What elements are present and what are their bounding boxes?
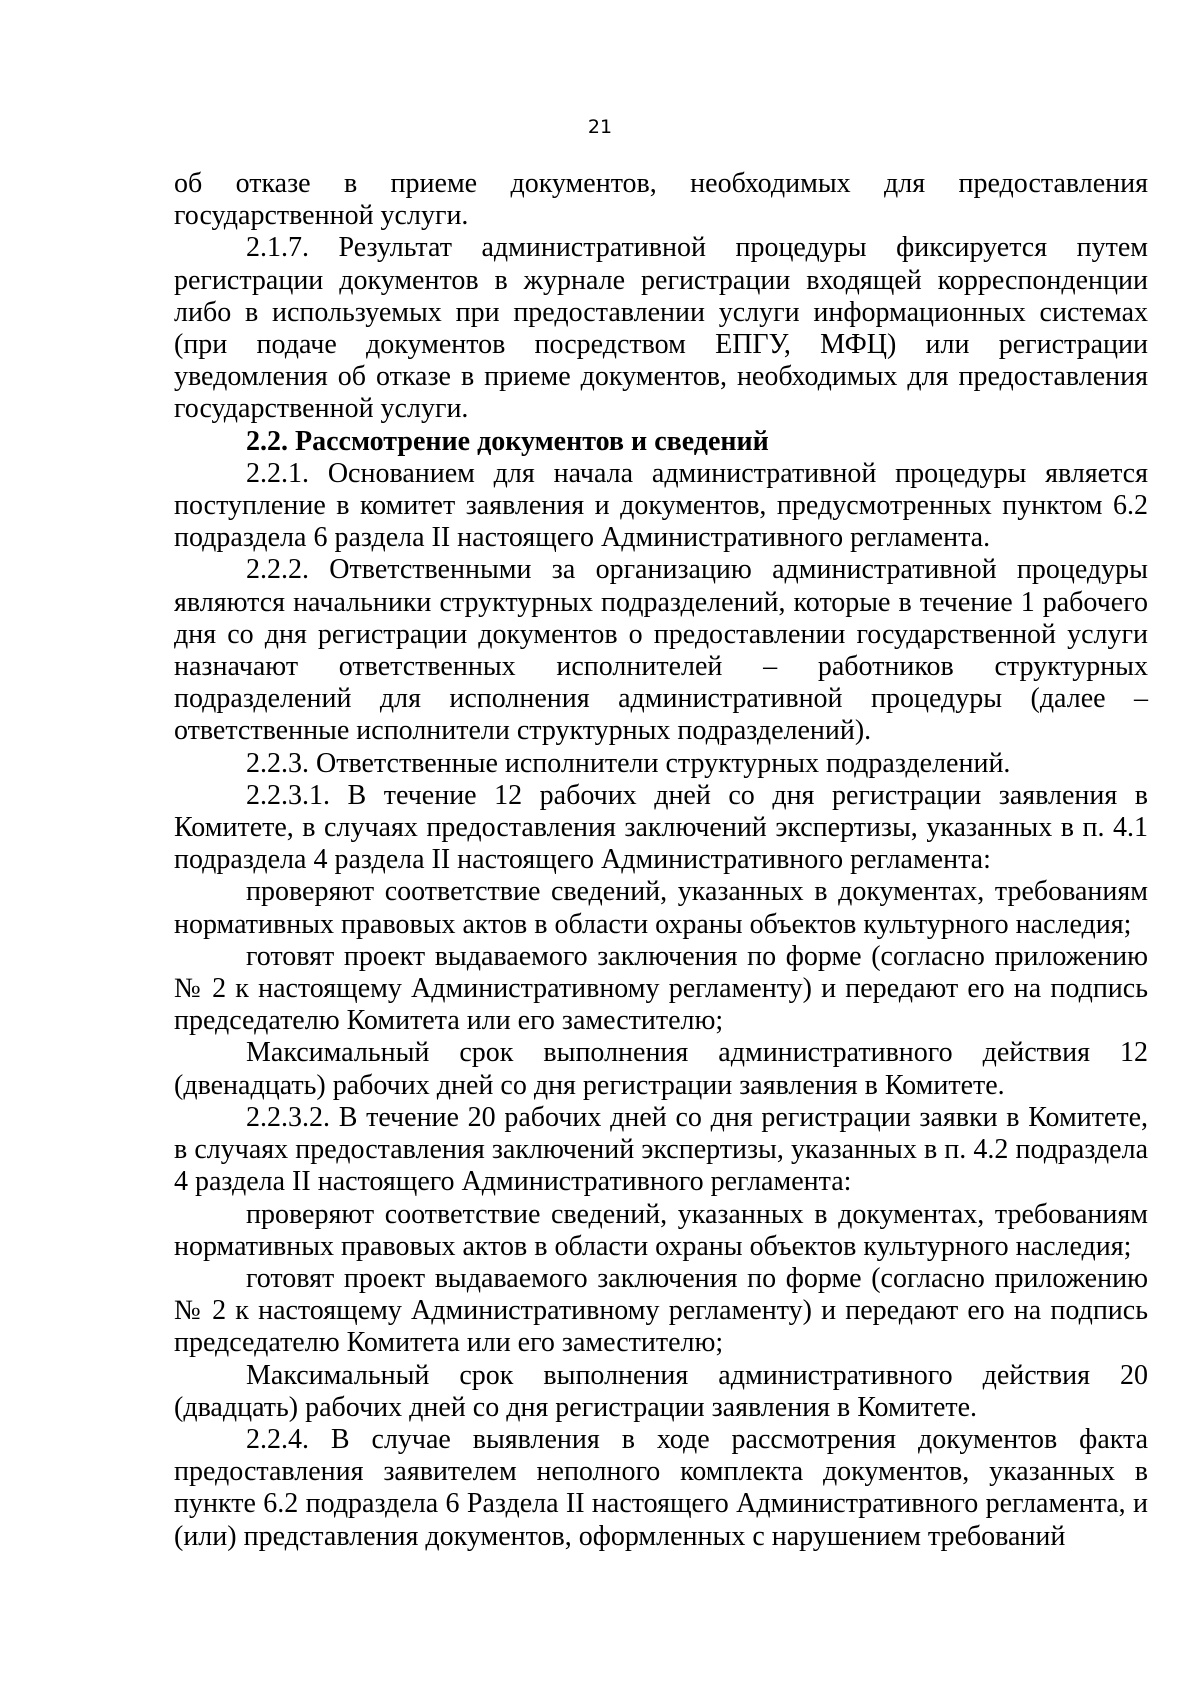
document-body	[174, 168, 1148, 1553]
paragraph-2-2-3-2: 2.2.3.2. В течение 20 рабочих дней со дня регистрации заявки в Комитете, в случаях предоставления заключений экспертизы, указанных в п. 4.2 подраздела 4 раздела II настоящего Административного регламента:	[174, 1101, 1148, 1198]
paragraph-2-1-7: 2.1.7. Результат административной процедуры фиксируется путем регистрации документов в журнале регистрации входящей корреспонденции либо в используемых при предоставлении услуги информационных системах (при подаче документов посредством ЕПГУ, МФЦ) или регистрации уведомления об отказе в приеме документов, необходимых для предоставления государственной услуги.	[174, 232, 1148, 425]
list-item-prepare-draft: готовят проект выдаваемого заключения по форме (согласно приложению № 2 к настоящему Административному регламенту) и передают его на подпись председателю Комитета или его заместителю;	[174, 940, 1148, 1037]
paragraph-2-2-3: 2.2.3. Ответственные исполнители структурных подразделений.	[246, 747, 1011, 779]
section-heading-2-2: 2.2. Рассмотрение документов и сведений	[246, 425, 769, 457]
paragraph-2-2-2: 2.2.2. Ответственными за организацию административной процедуры являются начальники структурных подразделений, которые в течение 1 рабочего дня со дня регистрации документов о предоставлении государственной услуги назначают ответственных исполнителей – работников структурных подразделений для исполнения административной процедуры (далее – ответственные исполнители структурных подразделений).	[174, 554, 1148, 747]
paragraph-2-2-3-1: 2.2.3.1. В течение 12 рабочих дней со дня регистрации заявления в Комитете, в случаях предоставления заключений экспертизы, указанных в п. 4.1 подраздела 4 раздела II настоящего Административного регламента:	[174, 779, 1148, 876]
list-item-check-compliance: проверяют соответствие сведений, указанных в документах, требованиям нормативных правовых актов в области охраны объектов культурного наследия;	[174, 876, 1148, 940]
list-item-check-compliance-2: проверяют соответствие сведений, указанных в документах, требованиям нормативных правовых актов в области охраны объектов культурного наследия;	[174, 1198, 1148, 1262]
paragraph-2-2-4: 2.2.4. В случае выявления в ходе рассмотрения документов факта предоставления заявителем неполного комплекта документов, указанных в пункте 6.2 подраздела 6 Раздела II настоящего Административного регламента, и (или) представления документов, оформленных с нарушением требований	[174, 1423, 1148, 1552]
paragraph-2-2-1: 2.2.1. Основанием для начала административной процедуры является поступление в комитет заявления и документов, предусмотренных пунктом 6.2 подраздела 6 раздела II настоящего Административного регламента.	[174, 457, 1148, 554]
paragraph-max-term-12: Максимальный срок выполнения административного действия 12 (двенадцать) рабочих дней со дня регистрации заявления в Комитете.	[174, 1037, 1148, 1101]
page-number: 21	[587, 116, 613, 138]
list-item-prepare-draft-2: готовят проект выдаваемого заключения по форме (согласно приложению № 2 к настоящему Административному регламенту) и передают его на подпись председателю Комитета или его заместителю;	[174, 1262, 1148, 1359]
paragraph-max-term-20: Максимальный срок выполнения административного действия 20 (двадцать) рабочих дней со дня регистрации заявления в Комитете.	[174, 1359, 1148, 1423]
paragraph-continuation: об отказе в приеме документов, необходимых для предоставления государственной услуги.	[174, 168, 1148, 232]
